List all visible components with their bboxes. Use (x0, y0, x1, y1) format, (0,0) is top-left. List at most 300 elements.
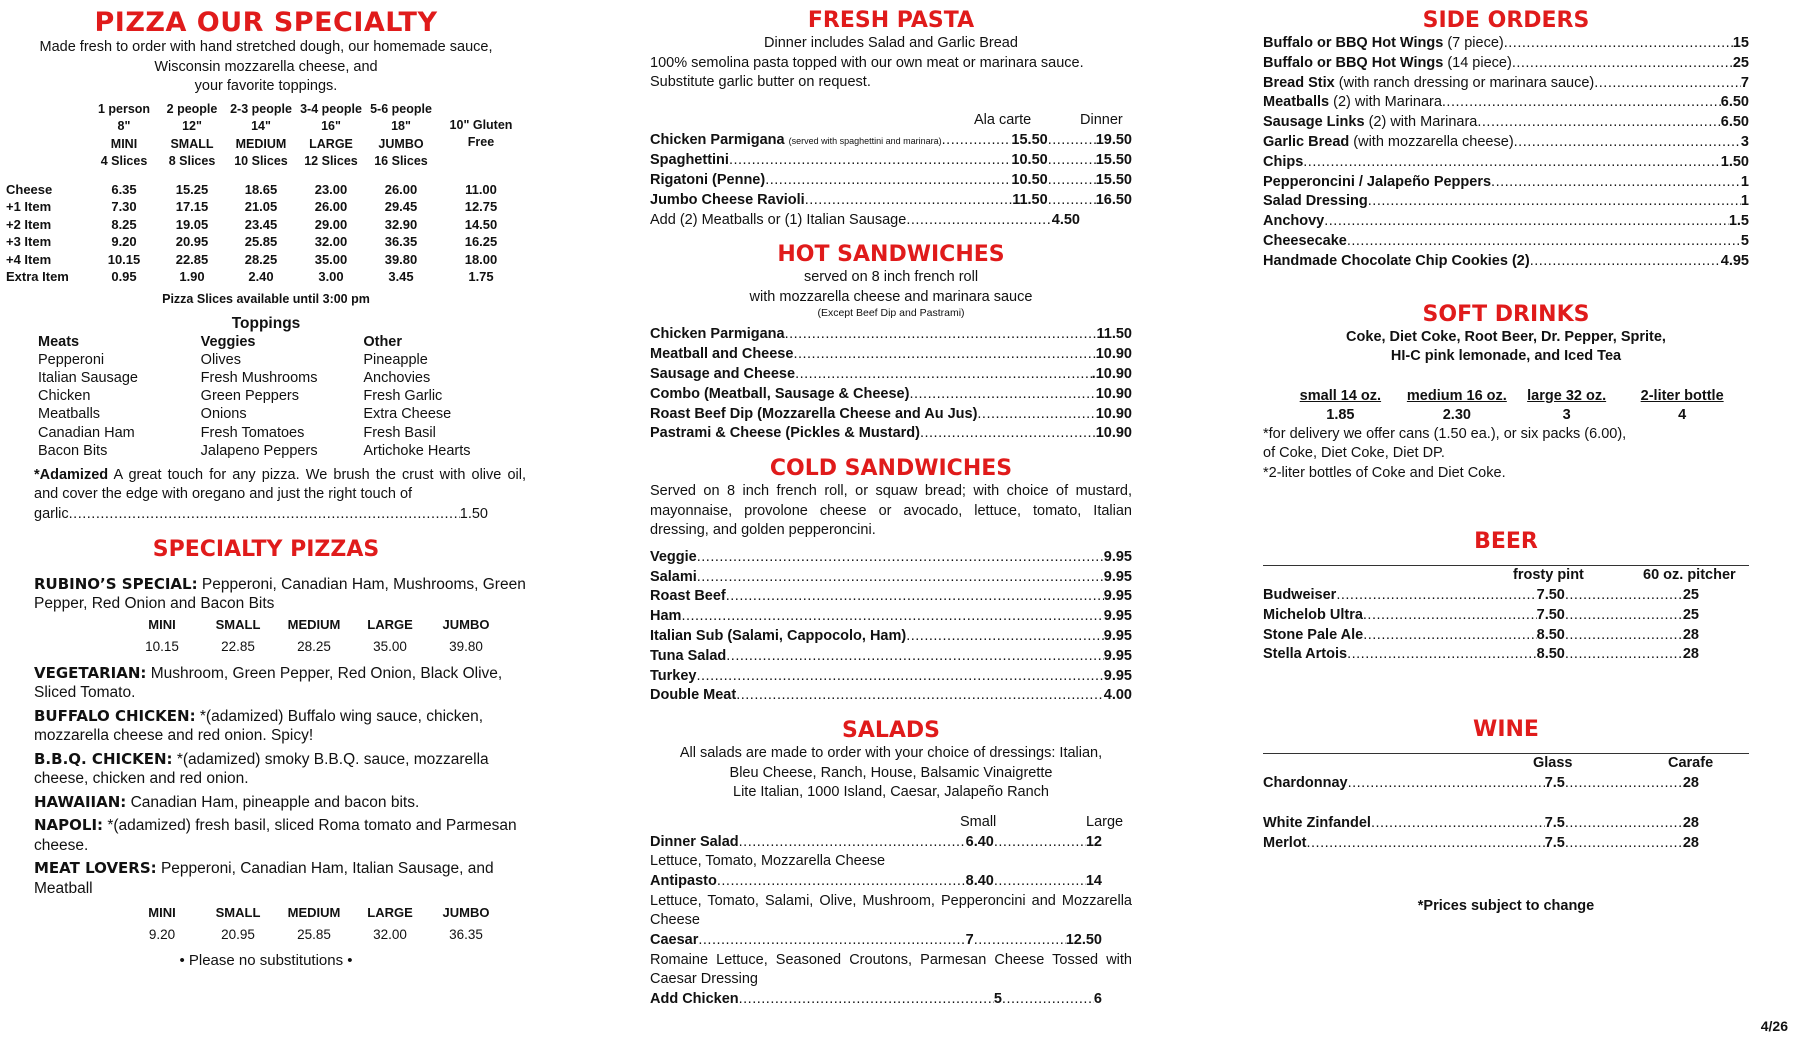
dot-leader (681, 607, 1103, 627)
size-header-cell: MEDIUM (235, 136, 287, 151)
hot-sandwich-list (650, 325, 1132, 444)
size-label: MINI (148, 616, 176, 632)
price-cell: 12.75 (464, 199, 498, 214)
item-name: Cheesecake (1263, 232, 1347, 249)
price-cell: 18.00 (464, 251, 498, 267)
drink-price: 4 (1678, 406, 1687, 423)
price-cell: 9.20 (111, 234, 137, 249)
side-order-item (1263, 74, 1749, 94)
dot-leader (697, 548, 1104, 568)
size-price: 20.95 (221, 927, 255, 943)
item-price: 6.50 (1720, 114, 1749, 131)
dot-leader (1347, 232, 1741, 252)
item-name: Combo (Meatball, Sausage & Cheese) (650, 385, 910, 402)
item-price: 1.50 (1720, 153, 1749, 170)
specialty-list (6, 664, 526, 899)
dot-leader (1324, 212, 1729, 232)
item-name: Turkey (650, 667, 697, 684)
pasta-item (650, 171, 1132, 191)
dinner-price: 15.50 (1095, 172, 1132, 189)
drink-price: 2.30 (1442, 406, 1471, 423)
salad-desc: Lettuce, Tomato, Mozzarella Cheese (650, 853, 886, 870)
dot-leader (805, 191, 1012, 211)
dot-leader (1565, 834, 1683, 854)
size-header-cell: 18" (391, 119, 411, 133)
beer-item (1263, 586, 1699, 606)
price-cell: 26.00 (314, 199, 348, 214)
item-price: 10.90 (1095, 346, 1132, 363)
specialty-desc: *(adamized) Buffalo wing sauce, chicken, mozzarella cheese and red onion. Spicy! (34, 707, 484, 745)
price-cell: 22.85 (175, 251, 209, 267)
specialty-item (34, 859, 526, 898)
dot-leader (1565, 774, 1683, 794)
size-label: JUMBO (442, 616, 490, 632)
salad-item (650, 833, 1102, 853)
item-name: Sausage and Cheese (650, 366, 796, 383)
size-price: 28.25 (297, 638, 331, 654)
beer-headers: frosty pint 60 oz. pitcher (1513, 567, 1736, 584)
topping-item: Chicken (38, 388, 91, 405)
specialty-item (34, 793, 526, 813)
price-cell: 0.95 (111, 269, 137, 284)
small-price: 6.40 (965, 833, 994, 850)
size-header-cell: 4 Slices (100, 154, 148, 168)
price-row-label: Cheese (6, 181, 53, 197)
item-name: Garlic Bread (with mozzarella cheese) (1263, 133, 1514, 150)
topping-item: Green Peppers (200, 388, 300, 405)
dot-leader (739, 833, 966, 853)
size-price: 10.15 (145, 638, 179, 654)
ala-carte-price: 15.50 (1011, 131, 1048, 148)
price-cell: 25.85 (244, 234, 278, 249)
item-name: Dinner Salad (650, 833, 739, 850)
item-name: Antipasto (650, 872, 717, 889)
dot-leader (909, 385, 1095, 405)
side-orders-title: SIDE ORDERS (1422, 8, 1590, 33)
size-header-cell: 12" (182, 119, 202, 133)
item-name: Jumbo Cheese Ravioli (650, 191, 805, 208)
side-order-item (1263, 252, 1749, 272)
glass-price: 8.50 (1536, 646, 1565, 663)
item-price: 3 (1740, 133, 1749, 150)
item-price: 9.95 (1103, 608, 1132, 625)
specialty-name: VEGETARIAN: (34, 663, 147, 682)
cold-sandwich-item (650, 647, 1132, 667)
dot-leader (1048, 171, 1096, 191)
item-price: 4.00 (1103, 687, 1132, 704)
cold-sandwich-item (650, 568, 1132, 588)
topping-item: Pepperoni (38, 351, 105, 368)
specialty-pizzas-title: SPECIALTY PIZZAS (152, 536, 380, 562)
price-cell: 39.80 (384, 251, 418, 267)
topping-item: Jalapeno Peppers (200, 442, 318, 459)
glass-price: 8.50 (1536, 626, 1565, 643)
item-price: 11.50 (1096, 326, 1132, 343)
beer-item (1263, 606, 1699, 626)
topping-item: Meatballs (38, 406, 101, 423)
specialty-name: HAWAIIAN: (34, 792, 127, 811)
price-cell: 28.25 (244, 251, 278, 267)
size-header-cell: 12 Slices (304, 154, 358, 168)
glass-price: 7.50 (1536, 587, 1565, 604)
size-label: MINI (148, 905, 176, 921)
dot-leader (1048, 151, 1096, 171)
side-order-item (1263, 192, 1749, 212)
cold-sandwich-item (650, 667, 1132, 687)
hot-sandwiches-title: HOT SANDWICHES (777, 242, 1005, 268)
ala-carte-price: 10.50 (1011, 152, 1048, 169)
price-row-label: +3 Item (6, 234, 52, 249)
dot-leader (1363, 606, 1537, 626)
beer-list (1263, 586, 1749, 665)
item-price: 9.95 (1103, 627, 1132, 644)
size-label: LARGE (367, 905, 413, 921)
dot-leader (726, 587, 1104, 607)
price-cell: 8.25 (111, 216, 137, 232)
price-cell: 7.30 (111, 199, 137, 214)
item-name: Sausage Links (2) with Marinara (1263, 114, 1478, 131)
toppings-header: Meats (38, 333, 80, 350)
side-order-item (1263, 133, 1749, 153)
price-row (6, 251, 526, 269)
toppings-header: Veggies (200, 333, 256, 350)
pitcher-price: 28 (1682, 815, 1699, 832)
topping-item: Onions (200, 406, 247, 423)
large-price: 6 (1093, 990, 1102, 1007)
price-cell: 23.00 (314, 181, 348, 197)
cold-sandwich-item (650, 548, 1132, 568)
drink-size: 2-liter bottle (1640, 387, 1724, 404)
item-name: Roast Beef Dip (Mozzarella Cheese and Au Jus) (650, 405, 978, 422)
dinner-price: 19.50 (1095, 131, 1132, 148)
item-price: 1.5 (1728, 213, 1749, 230)
pizza-title: PIZZA OUR SPECIALTY (94, 7, 438, 38)
size-price: 9.20 (148, 927, 176, 943)
item-name: Pastrami & Cheese (Pickles & Mustard) (650, 425, 920, 442)
pasta-item (650, 151, 1132, 171)
item-price: .10.90 (1091, 366, 1132, 383)
page-number: 4/26 (1760, 1018, 1788, 1034)
prices-subject-note: *Prices subject to change (1417, 897, 1595, 914)
pasta-item (650, 191, 1132, 211)
cold-sandwich-list (650, 548, 1132, 706)
hot-sandwich-item (650, 325, 1132, 345)
item-price: 1 (1740, 193, 1749, 210)
pasta-sandwich-column (650, 8, 1132, 1009)
item-price: 15 (1732, 35, 1749, 51)
wine-list (1263, 774, 1749, 853)
hot-sandwich-item (650, 345, 1132, 365)
hot-note: (Except Beef Dip and Pastrami) (817, 307, 965, 320)
specialty-item (34, 664, 526, 703)
price-cell: 18.65 (244, 181, 278, 197)
specialty-name: B.B.Q. CHICKEN: (34, 749, 173, 768)
item-name: Budweiser (1263, 587, 1337, 604)
dot-leader (1477, 113, 1720, 133)
specialty-item (34, 750, 526, 789)
glass-price: 7.5 (1544, 775, 1565, 792)
price-cell: 17.15 (175, 199, 209, 214)
price-cell: 11.00 (465, 181, 497, 197)
price-row (6, 181, 526, 199)
price-cell: 20.95 (175, 234, 209, 249)
size-header-cell: 3-4 people (300, 101, 362, 116)
size-header-cell: 14" (251, 119, 271, 133)
dot-leader (994, 833, 1086, 853)
item-price: 9.95 (1103, 548, 1132, 565)
dot-leader (1565, 586, 1683, 606)
size-price: 25.85 (297, 927, 331, 943)
side-order-item (1263, 232, 1749, 252)
dot-leader (1442, 93, 1721, 113)
dot-leader (1565, 814, 1683, 834)
price-cell: 26.00 (384, 181, 418, 197)
dot-leader (793, 345, 1095, 365)
rubino-price-grid (124, 614, 504, 658)
salad-item (650, 931, 1102, 951)
dot-leader (717, 872, 966, 892)
beer-item (1263, 645, 1699, 665)
item-name: Bread Stix (with ranch dressing or marinara sauce) (1263, 74, 1595, 91)
wine-item (1263, 774, 1699, 794)
pizza-column (6, 8, 526, 969)
topping-item: Olives (200, 351, 241, 368)
dinner-price: 16.50 (1095, 191, 1132, 208)
topping-item: Extra Cheese (363, 406, 452, 423)
side-orders-list (1263, 34, 1749, 272)
price-cell: 32.90 (384, 216, 418, 232)
specialty-name: MEAT LOVERS: (34, 859, 157, 878)
toppings-column (38, 333, 201, 460)
size-label: JUMBO (442, 905, 490, 921)
dot-leader (739, 990, 994, 1010)
item-name: Buffalo or BBQ Hot Wings (14 piece) (1263, 54, 1512, 71)
wine-item (1263, 814, 1699, 834)
dot-leader (1048, 131, 1096, 151)
small-price: 7 (965, 931, 974, 948)
item-price: 7 (1740, 74, 1749, 91)
specialty-desc: Mushroom, Green Pepper, Red Onion, Black Olive, Sliced Tomato. (34, 664, 503, 702)
item-name: Stone Pale Ale (1263, 626, 1364, 643)
size-label: SMALL (215, 616, 261, 632)
dot-leader (1565, 645, 1683, 665)
toppings-header: Other (363, 333, 403, 350)
hot-sandwich-item (650, 405, 1132, 425)
side-order-item (1263, 54, 1749, 74)
hot-sandwich-item (650, 385, 1132, 405)
dot-leader (729, 151, 1011, 171)
side-order-item (1263, 153, 1749, 173)
cold-sandwich-item (650, 607, 1132, 627)
size-header-cell: 16 Slices (374, 154, 428, 168)
large-price: 12.50 (1065, 931, 1102, 948)
price-cell: 1.75 (468, 269, 494, 284)
dot-leader (1002, 990, 1094, 1010)
item-name: Meatballs (2) with Marinara (1263, 94, 1442, 111)
size-header-cell: 5-6 people (370, 101, 432, 116)
price-row (6, 268, 526, 286)
salads-description: All salads are made to order with your choice of dressings: Italian, Bleu Cheese, Ranch, House, Balsamic Vinaigrette Lite Italian, 1000 Island, Caesar, Jalapeño Ranch (679, 745, 1103, 801)
pasta-headers: Ala carte Dinner (974, 111, 1123, 128)
hot-sandwich-item (650, 365, 1132, 385)
item-price: 5 (1740, 232, 1749, 249)
pitcher-price: 28 (1682, 626, 1699, 643)
size-header-row (6, 101, 526, 119)
item-name: Rigatoni (Penne) (650, 172, 766, 189)
topping-item: Anchovies (363, 369, 431, 386)
wine-item (1263, 834, 1699, 854)
drink-notes: *for delivery we offer cans (1.50 ea.), or six packs (6.00), of Coke, Diet Coke, Diet DP. *2-liter bottles of Coke and Diet Coke. (1263, 425, 1627, 481)
drink-size: medium 16 oz. (1406, 387, 1507, 404)
hot-sandwich-item (650, 424, 1132, 444)
pasta-item (650, 131, 1132, 152)
dot-leader (1368, 192, 1741, 212)
item-price: 1 (1740, 173, 1749, 190)
cold-sandwich-item (650, 627, 1132, 647)
toppings-column (363, 333, 526, 460)
dot-leader (1336, 586, 1536, 606)
item-name: Tuna Salad (650, 647, 727, 664)
cold-sandwich-item (650, 686, 1132, 706)
item-name: Italian Sub (Salami, Cappocolo, Ham) (650, 627, 907, 644)
small-price: 5 (993, 990, 1002, 1007)
size-header-cell: 2-3 people (230, 101, 292, 116)
salad-list (650, 833, 1132, 1010)
item-name: Chardonnay (1263, 775, 1348, 792)
drink-prices (1263, 406, 1749, 425)
dinner-price: 15.50 (1095, 152, 1132, 169)
rubino-special: RUBINO’S SPECIAL: Pepperoni, Canadian Ham, Mushrooms, Green Pepper, Red Onion and Bacon Bits (34, 574, 526, 613)
item-name: Handmade Chocolate Chip Cookies (2) (1263, 252, 1530, 269)
pasta-list (650, 131, 1132, 211)
dot-leader (906, 627, 1104, 647)
dot-leader (1512, 54, 1733, 74)
size-header-cell: MINI (110, 136, 138, 151)
toppings-title: Toppings (231, 314, 301, 332)
size-price: 35.00 (373, 638, 407, 654)
pasta-subtitle: Dinner includes Salad and Garlic Bread (764, 35, 1018, 51)
dot-leader (994, 872, 1086, 892)
dot-leader (1530, 252, 1721, 272)
dot-leader (1491, 173, 1741, 193)
size-label: SMALL (215, 905, 261, 921)
topping-item: Fresh Basil (363, 424, 436, 441)
drink-price: 3 (1562, 406, 1571, 423)
size-header-cell: 16" (321, 119, 341, 133)
item-name: Chicken Parmigana (served with spaghettini and marinara) (650, 131, 942, 148)
price-cell: 1.90 (179, 269, 205, 284)
topping-item: Fresh Mushrooms (200, 369, 318, 386)
side-order-item (1263, 173, 1749, 193)
price-cell: 2.40 (248, 269, 274, 284)
beer-item (1263, 626, 1699, 646)
side-order-item (1263, 113, 1749, 133)
item-name: Ham (650, 608, 682, 625)
price-cell: 36.35 (384, 234, 418, 249)
item-name: Salad Dressing (1263, 193, 1368, 210)
size-header-cell: 2 people (166, 101, 218, 116)
price-cell: 3.00 (318, 269, 344, 284)
size-header-cell: 8" (117, 119, 131, 133)
size-header-cell: JUMBO (378, 136, 424, 151)
item-price: 9.95 (1103, 667, 1132, 684)
wine-headers: Glass Carafe (1533, 755, 1714, 772)
item-price: 10.90 (1095, 385, 1132, 402)
dot-leader (1363, 626, 1536, 646)
side-order-item (1263, 34, 1749, 54)
adamized-note: *Adamized A great touch for any pizza. We brush the crust with olive oil, and cover the edge with oregano and just the right touch of (34, 466, 526, 503)
dot-leader (1514, 133, 1741, 153)
item-name: Pepperoncini / Jalapeño Peppers (1263, 173, 1492, 190)
item-price: 10.90 (1095, 425, 1132, 442)
dot-leader (1565, 606, 1683, 626)
size-header-cell: 8 Slices (168, 154, 216, 168)
dot-leader (765, 171, 1011, 191)
salad-desc: Lettuce, Tomato, Salami, Olive, Mushroom, Pepperoncini and Mozzarella Cheese (650, 892, 1132, 929)
item-name: Spaghettini (650, 152, 729, 169)
item-price: 9.95 (1103, 568, 1132, 585)
item-price: 6.50 (1720, 94, 1749, 111)
item-name: Double Meat (650, 687, 737, 704)
item-name: Michelob Ultra (1263, 606, 1363, 623)
topping-item: Italian Sausage (38, 369, 138, 386)
drink-size: small 14 oz. (1299, 387, 1382, 404)
price-cell: 15.25 (175, 181, 209, 197)
item-name: Salami (650, 568, 697, 585)
pitcher-price: 28 (1682, 646, 1699, 663)
salad-item (650, 872, 1102, 892)
meat-lovers-price-grid (124, 902, 504, 946)
price-cell: 21.05 (244, 199, 278, 214)
sides-drinks-column (1263, 8, 1749, 914)
slices-note: Pizza Slices available until 3:00 pm (162, 291, 370, 306)
glass-price: 7.50 (1536, 606, 1565, 623)
dot-leader (1504, 34, 1733, 54)
pitcher-price: 25 (1682, 606, 1699, 623)
item-price: 9.95 (1103, 647, 1132, 664)
pitcher-price: 28 (1682, 775, 1699, 792)
specialty-desc: Canadian Ham, pineapple and bacon bits. (126, 793, 420, 811)
cold-description: Served on 8 inch french roll, or squaw bread; with choice of mustard, mayonnaise, provolone cheese or avocado, lettuce, tomato, Italian dressing, and golden pepperoncini. (650, 483, 1132, 539)
large-price: 12 (1085, 833, 1102, 850)
price-cell: 29.45 (384, 199, 418, 214)
item-name: Add Chicken (650, 990, 739, 1007)
item-price: 10.90 (1095, 405, 1132, 422)
side-order-item (1263, 93, 1749, 113)
dot-leader (1371, 814, 1545, 834)
cold-sandwich-item (650, 587, 1132, 607)
gluten-free-header: 10" Gluten Free (449, 117, 513, 149)
item-name: Merlot (1263, 834, 1307, 851)
item-price: 25 (1732, 54, 1749, 71)
side-order-item (1263, 212, 1749, 232)
size-label: LARGE (367, 616, 413, 632)
price-cell: 35.00 (314, 251, 348, 267)
size-label: MEDIUM (287, 905, 341, 921)
wine-title: WINE (1473, 717, 1539, 743)
no-substitutions-note: • Please no substitutions • (179, 952, 353, 970)
price-cell: 23.45 (244, 216, 278, 232)
dot-leader (785, 325, 1097, 345)
dot-leader (942, 131, 1012, 151)
price-row (6, 216, 526, 234)
price-cell: 19.05 (175, 216, 209, 232)
topping-item: Pineapple (363, 351, 428, 368)
dot-leader (920, 424, 1096, 444)
drink-size: large 32 oz. (1527, 387, 1607, 404)
dot-leader (726, 647, 1103, 667)
price-row (6, 198, 526, 216)
